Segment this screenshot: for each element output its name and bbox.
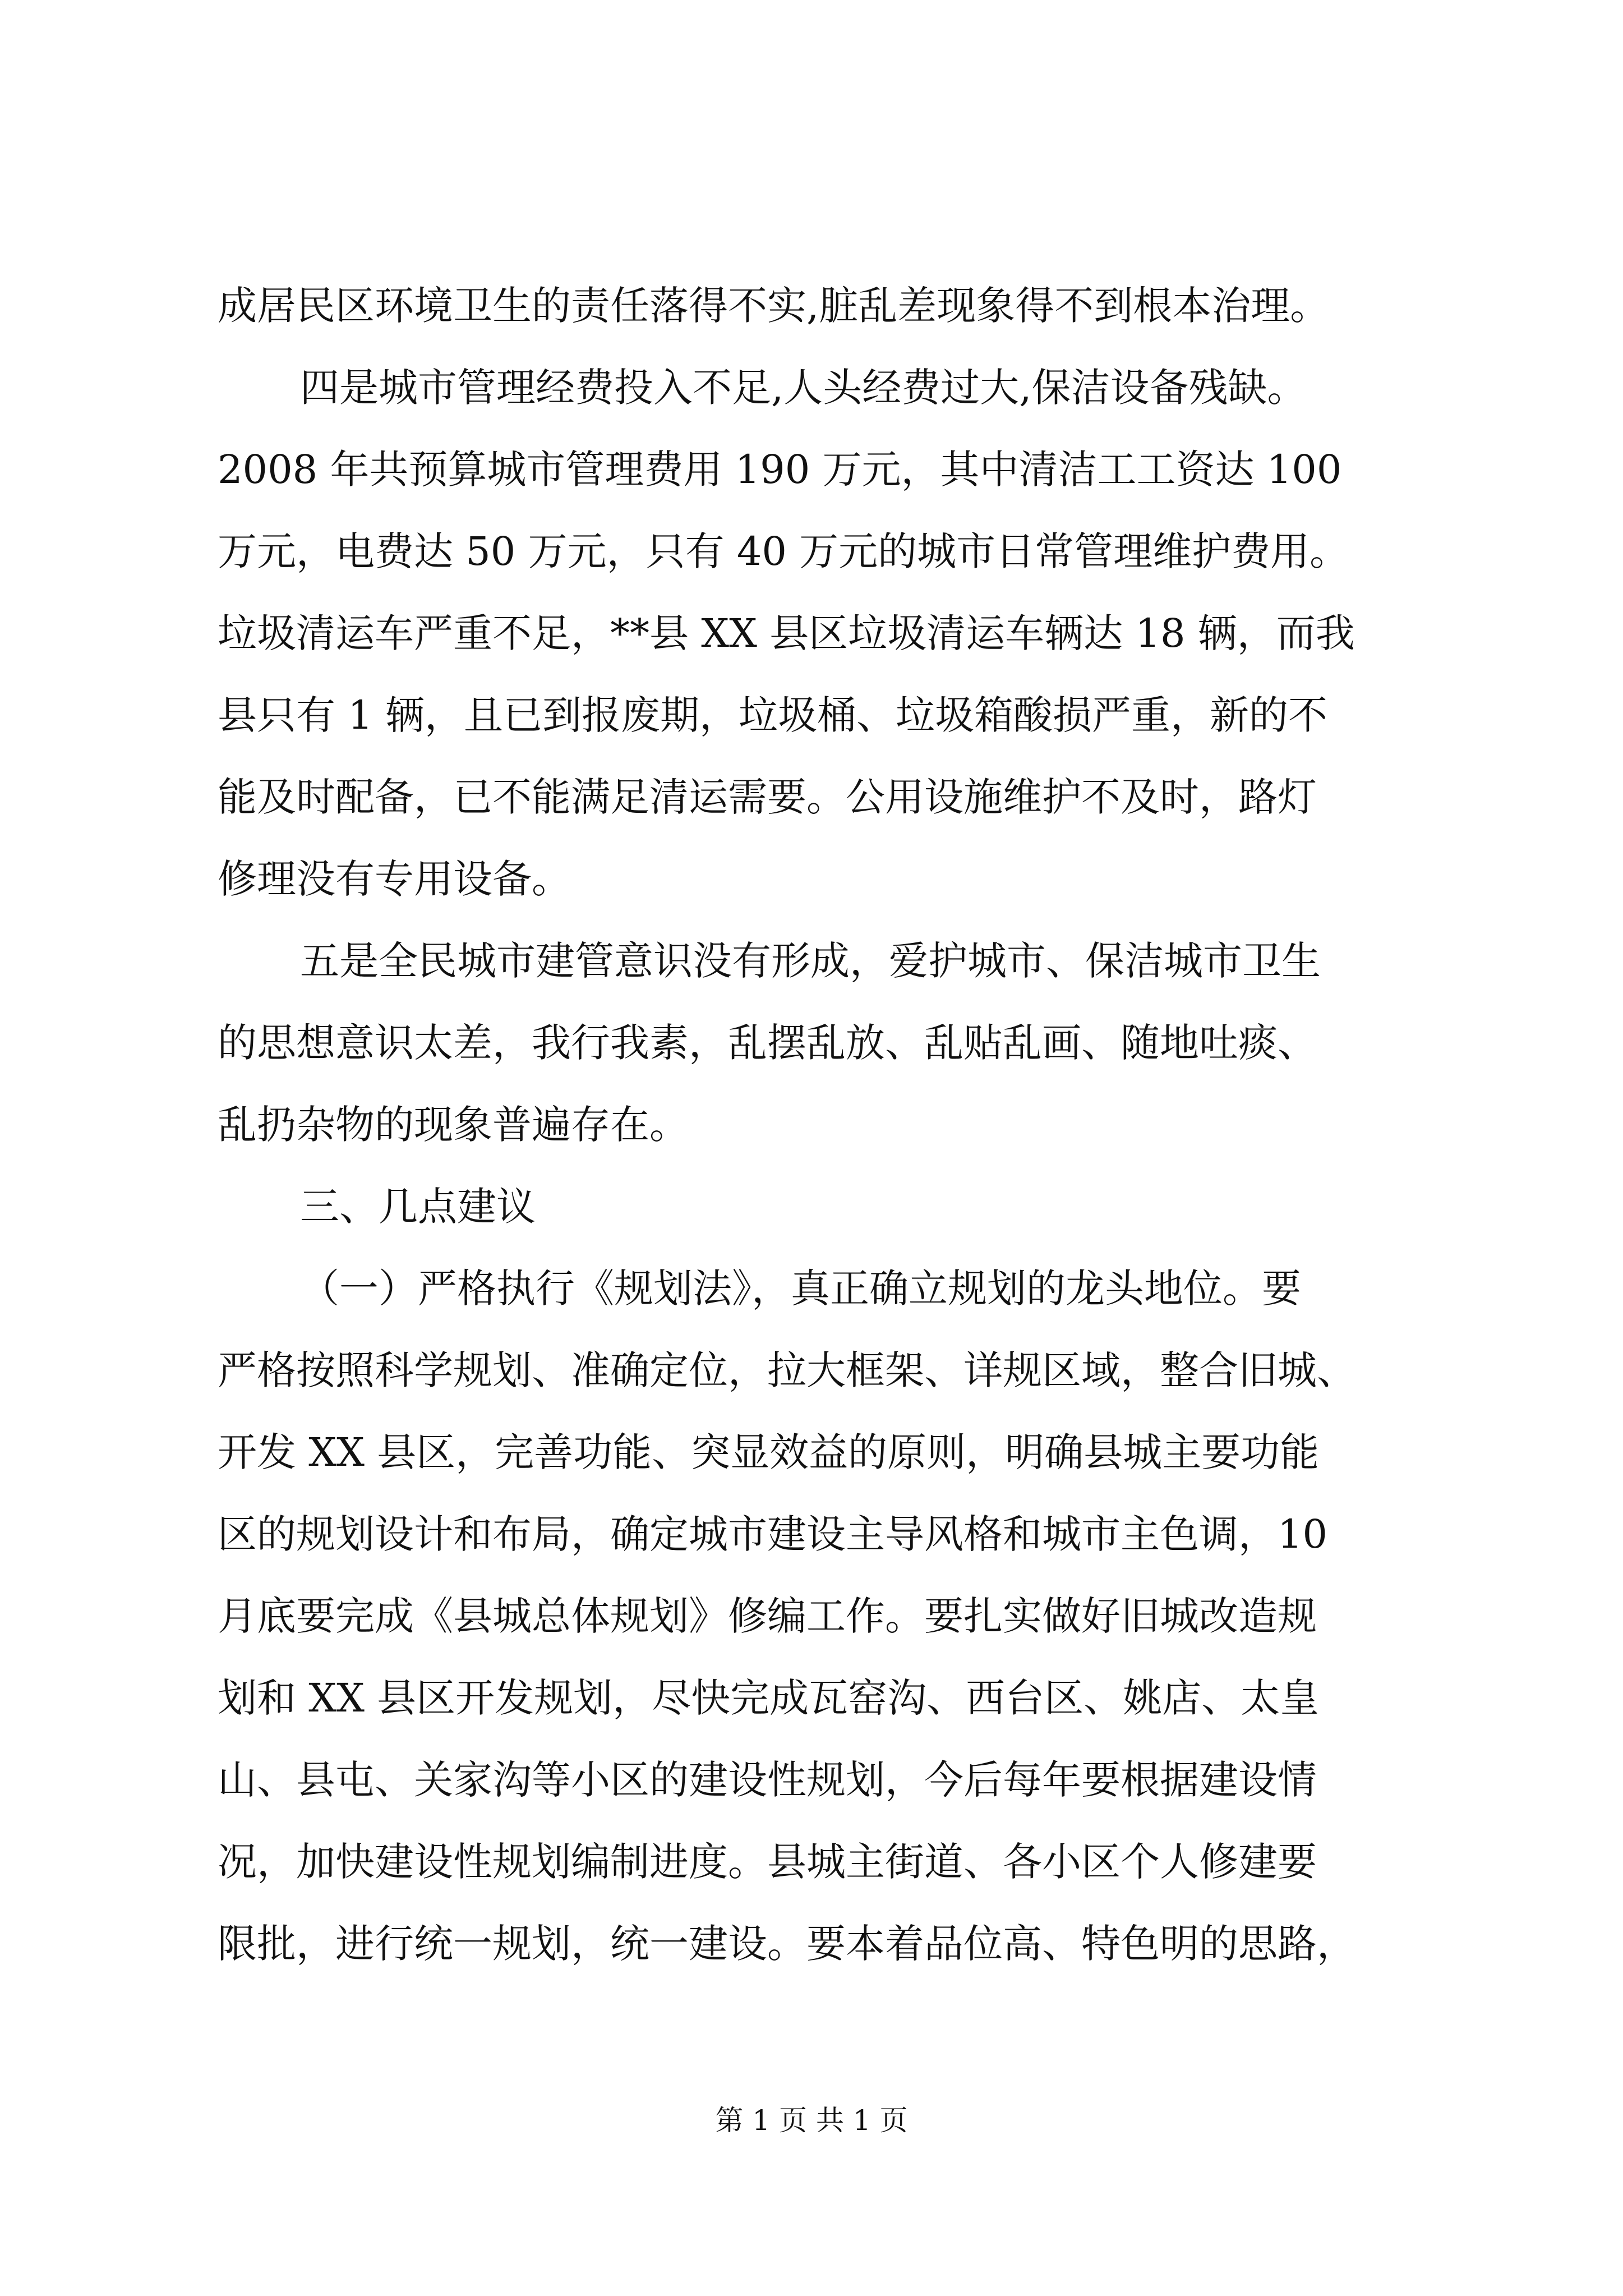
section-heading: 三、几点建议 — [300, 1184, 536, 1230]
text-line: 万元，电费达 50 万元，只有 40 万元的城市日常管理维护费用。 — [218, 528, 1349, 574]
text-line: 山、县屯、关家沟等小区的建设性规划，今后每年要根据建设情 — [218, 1757, 1317, 1803]
text-line: 的思想意识太差，我行我素，乱摆乱放、乱贴乱画、随地吐痰、 — [218, 1020, 1317, 1066]
text-line: 县只有 1 辆，且已到报废期，垃圾桶、垃圾箱酸损严重，新的不 — [218, 692, 1328, 738]
text-line: 区的规划设计和布局，确定城市建设主导风格和城市主色调，10 — [218, 1511, 1328, 1557]
text-line: 限批，进行统一规划，统一建设。要本着品位高、特色明的思路， — [218, 1921, 1356, 1967]
text-line: 成居民区环境卫生的责任落得不实,脏乱差现象得不到根本治理。 — [218, 283, 1330, 329]
text-line: 严格按照科学规划、准确定位，拉大框架、详规区域，整合旧城、 — [218, 1347, 1356, 1393]
text-line: 2008 年共预算城市管理费用 190 万元，其中清洁工工资达 100 — [218, 447, 1342, 493]
page-footer: 第 1 页 共 1 页 — [715, 2104, 908, 2137]
paragraph-first-line: （一）严格执行《规划法》，真正确立规划的龙头地位。要 — [300, 1266, 1301, 1312]
text-line: 月底要完成《县城总体规划》修编工作。要扎实做好旧城改造规 — [218, 1593, 1317, 1639]
text-line: 能及时配备，已不能满足清运需要。公用设施维护不及时，路灯 — [218, 774, 1317, 820]
paragraph-first-line: 五是全民城市建管意识没有形成，爱护城市、保洁城市卫生 — [300, 938, 1321, 984]
text-line: 划和 XX 县区开发规划，尽快完成瓦窑沟、西台区、姚店、太皇 — [218, 1675, 1320, 1721]
text-line: 开发 XX 县区，完善功能、突显效益的原则，明确县城主要功能 — [218, 1429, 1320, 1475]
paragraph-first-line: 四是城市管理经费投入不足,人头经费过大,保洁设备残缺。 — [300, 365, 1307, 411]
text-line: 垃圾清运车严重不足，**县 XX 县区垃圾清运车辆达 18 辆，而我 — [218, 610, 1355, 656]
text-line: 乱扔杂物的现象普遍存在。 — [218, 1102, 689, 1148]
text-line: 况，加快建设性规划编制进度。县城主街道、各小区个人修建要 — [218, 1839, 1317, 1885]
text-line: 修理没有专用设备。 — [218, 856, 571, 902]
